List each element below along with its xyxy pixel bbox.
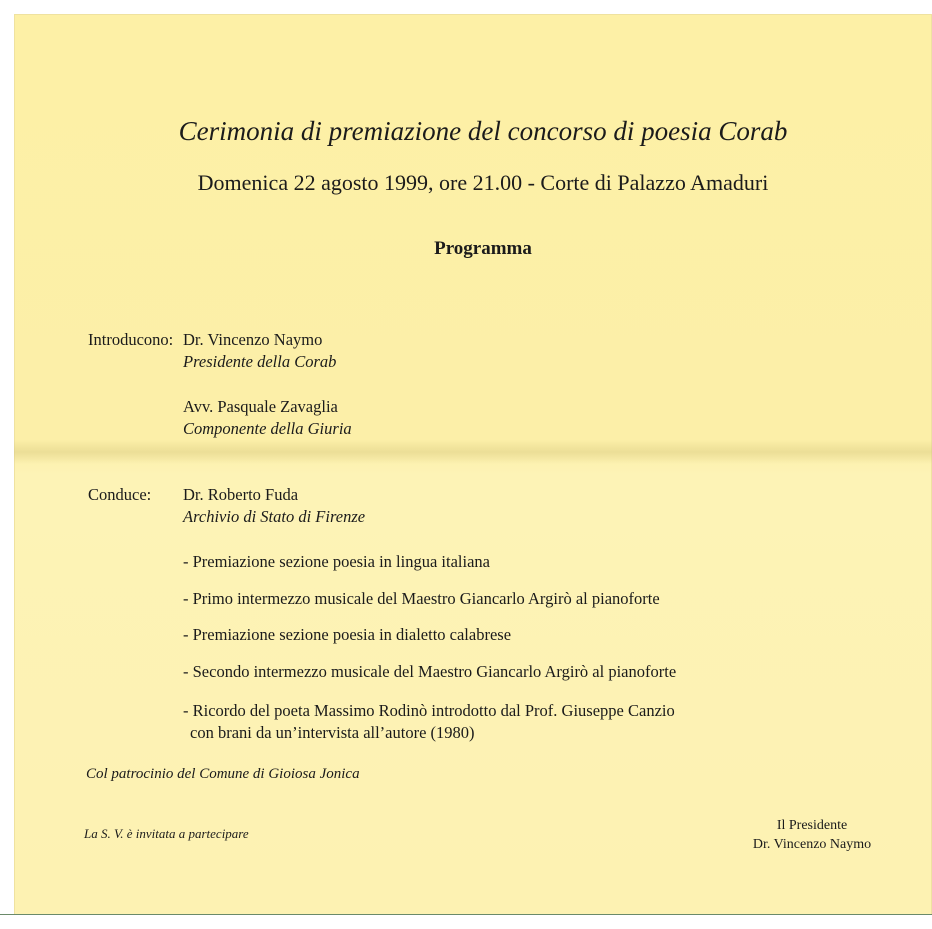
speaker-2-name: Avv. Pasquale Zavaglia	[183, 397, 338, 416]
speaker-1-name: Dr. Vincenzo Naymo	[183, 330, 323, 349]
program-heading: Programma	[434, 238, 532, 259]
speaker-1-role: Presidente della Corab	[183, 352, 337, 371]
scan-bottom-edge	[0, 914, 932, 929]
introducono-label: Introducono:	[88, 330, 174, 349]
host-name: Dr. Roberto Fuda	[183, 485, 299, 504]
program-item: - Primo intermezzo musicale del Maestro Giancarlo Argirò al pianoforte	[183, 589, 660, 608]
program-item: - Premiazione sezione poesia in lingua italiana	[183, 552, 490, 571]
page-title: Cerimonia di premiazione del concorso di poesia Corab	[178, 116, 788, 146]
patronage-note: Col patrocinio del Comune di Gioiosa Jonica	[86, 766, 360, 782]
program-item: - Secondo intermezzo musicale del Maestro Giancarlo Argirò al pianoforte	[183, 662, 677, 681]
conduce-label: Conduce:	[88, 485, 152, 504]
invitation-note: La S. V. è invitata a partecipare	[84, 826, 249, 841]
speaker-2-role: Componente della Giuria	[183, 419, 352, 438]
scan-top-edge	[0, 0, 932, 14]
event-date-place: Domenica 22 agosto 1999, ore 21.00 - Corte di Palazzo Amaduri	[197, 170, 769, 195]
card-fold	[14, 440, 932, 464]
program-item-continuation: con brani da un’intervista all’autore (1980)	[190, 723, 475, 742]
program-item: - Premiazione sezione poesia in dialetto calabrese	[183, 625, 512, 644]
signature-name: Dr. Vincenzo Naymo	[752, 837, 872, 852]
signature-title: Il Presidente	[776, 818, 848, 833]
program-item: - Ricordo del poeta Massimo Rodinò introdotto dal Prof. Giuseppe Canzio	[183, 701, 675, 720]
host-role: Archivio di Stato di Firenze	[183, 507, 366, 526]
